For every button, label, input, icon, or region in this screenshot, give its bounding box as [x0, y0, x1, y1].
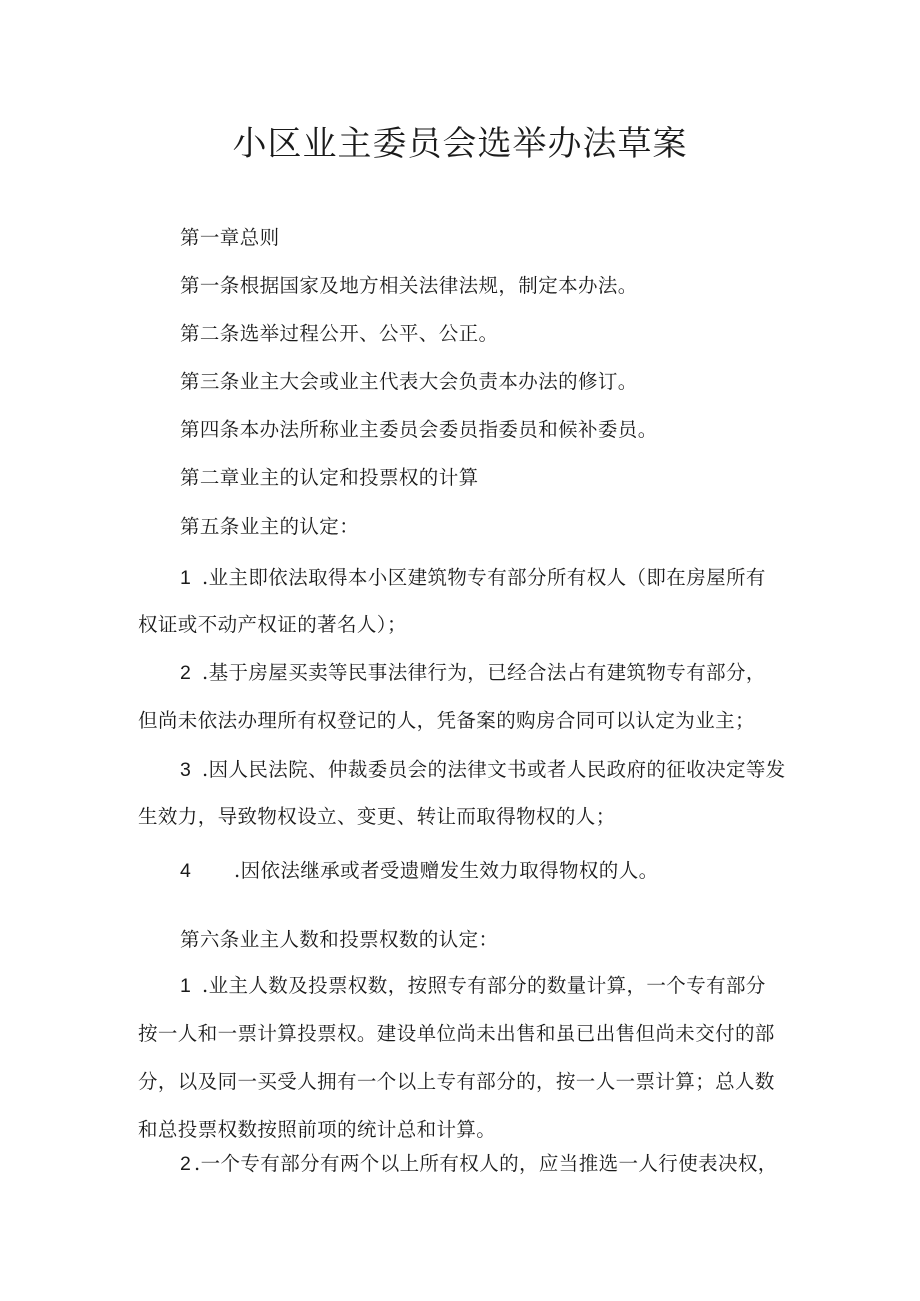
list-number: 1 [180, 975, 192, 997]
line-text: 第二章业主的认定和投票权的计算 [180, 466, 479, 489]
line-text: 和总投票权数按照前项的统计总和计算。 [138, 1118, 497, 1141]
list-number: 4 [180, 860, 192, 882]
line-text: 第四条本办法所称业主委员会委员指委员和候补委员。 [180, 418, 658, 441]
line-text: 第六条业主人数和投票权数的认定： [180, 928, 499, 951]
line-text: 但尚未依法办理所有权登记的人，凭备案的购房合同可以认定为业主； [138, 709, 755, 732]
article-paragraph [180, 270, 638, 298]
chapter-heading [180, 222, 280, 250]
article-paragraph [180, 414, 658, 442]
line-text: 第二条选举过程公开、公平、公正。 [180, 322, 499, 345]
line-text: .业主即依法取得本小区建筑物专有部分所有权人（即在房屋所有 [202, 566, 766, 589]
article-paragraph [180, 924, 498, 952]
list-item-continuation [138, 609, 407, 637]
line-text: 第三条业主大会或业主代表大会负责本办法的修订。 [180, 370, 638, 393]
line-text: .基于房屋买卖等民事法律行为，已经合法占有建筑物专有部分， [202, 661, 766, 684]
line-text: 第五条业主的认定： [180, 515, 360, 538]
list-item [180, 657, 766, 685]
line-text: .因人民法院、仲裁委员会的法律文书或者人民政府的征收决定等发 [202, 758, 786, 781]
line-text: .一个专有部分有两个以上所有权人的，应当推选一人行使表决权， [194, 1152, 778, 1175]
list-item [180, 970, 766, 998]
line-text: 按一人和一票计算投票权。建设单位尚未出售和虽已出售但尚未交付的部 [138, 1022, 775, 1045]
line-text: .业主人数及投票权数，按照专有部分的数量计算，一个专有部分 [202, 974, 766, 997]
article-paragraph [180, 366, 638, 394]
list-item-continuation [138, 801, 616, 829]
list-number: 2 [180, 1153, 192, 1175]
list-number: 3 [180, 759, 192, 781]
line-text: .因依法继承或者受遗赠发生效力取得物权的人。 [234, 859, 659, 882]
list-item-continuation [138, 1114, 496, 1142]
document-title: 小区业主委员会选举办法草案 [232, 124, 688, 164]
list-item [180, 1148, 778, 1176]
article-paragraph [180, 511, 359, 539]
list-item [180, 754, 786, 782]
list-item-continuation [138, 705, 755, 733]
list-item [180, 855, 659, 883]
list-number: 2 [180, 662, 192, 684]
chapter-heading [180, 462, 479, 490]
list-item [180, 562, 766, 590]
list-item-continuation [138, 1018, 775, 1046]
line-text: 生效力，导致物权设立、变更、转让而取得物权的人； [138, 805, 616, 828]
line-text: 分，以及同一买受人拥有一个以上专有部分的，按一人一票计算；总人数 [138, 1070, 775, 1093]
line-text: 第一章总则 [180, 226, 280, 249]
line-text: 权证或不动产权证的著名人）； [138, 613, 407, 636]
article-paragraph [180, 318, 498, 346]
list-number: 1 [180, 567, 192, 589]
list-item-continuation [138, 1066, 775, 1094]
line-text: 第一条根据国家及地方相关法律法规，制定本办法。 [180, 274, 638, 297]
